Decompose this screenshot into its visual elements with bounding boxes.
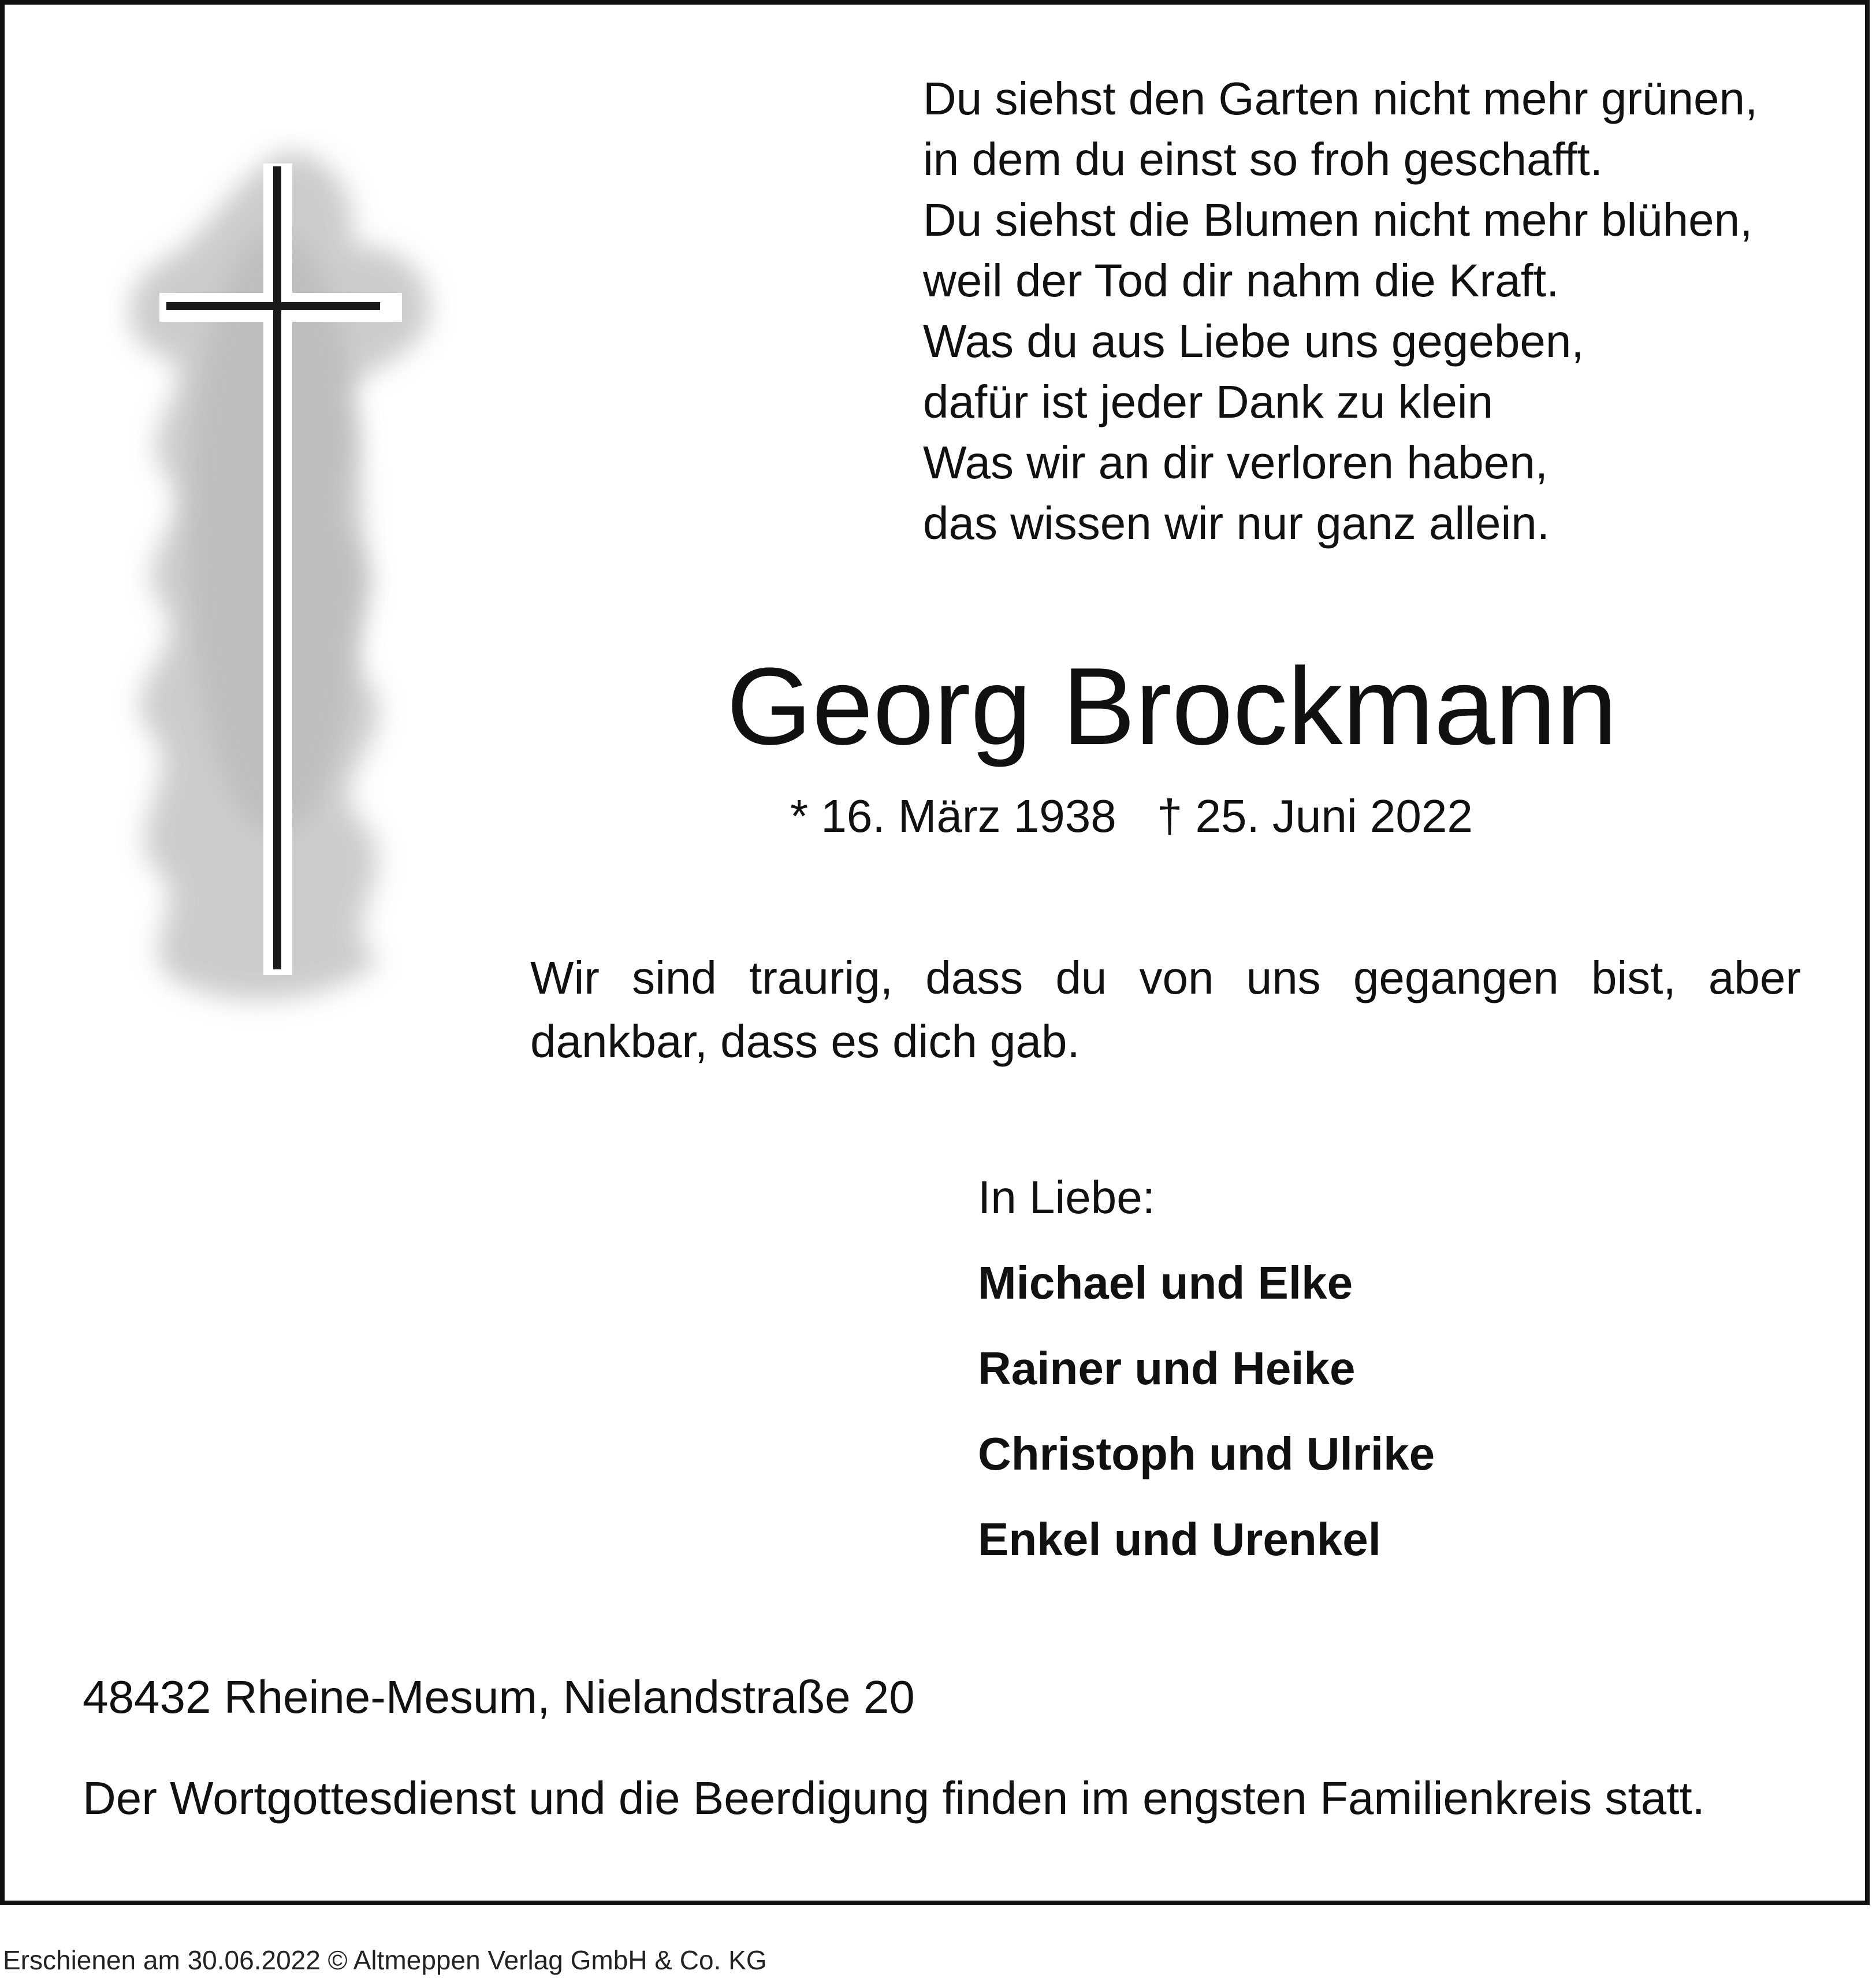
poem-line: Du siehst den Garten nicht mehr grünen, <box>923 73 1758 124</box>
funeral-note: Der Wortgottesdienst und die Beerdigung finden im engsten Familienkreis statt. <box>83 1772 1705 1824</box>
family-name: Michael und Elke <box>978 1257 1353 1308</box>
poem <box>923 68 1758 553</box>
poem-line: Was wir an dir verloren haben, <box>923 437 1548 488</box>
poem-line: das wissen wir nur ganz allein. <box>923 497 1550 549</box>
deceased-name: Georg Brockmann <box>727 645 1617 768</box>
address: 48432 Rheine-Mesum, Nielandstraße 20 <box>83 1671 915 1723</box>
signoff-intro: In Liebe: <box>978 1172 1155 1223</box>
poem-line: in dem du einst so froh geschafft. <box>923 133 1603 185</box>
publication-footer: Erschienen am 30.06.2022 © Altmeppen Verlag GmbH & Co. KG <box>3 1945 767 1975</box>
family-name: Rainer und Heike <box>978 1343 1356 1394</box>
family-name: Christoph und Ulrike <box>978 1428 1435 1479</box>
mourning-message: Wir sind traurig, dass du von uns gegangen bist, aber dankbar, dass es dich gab. <box>530 952 1801 1067</box>
death-date: † 25. Juni 2022 <box>1156 790 1473 842</box>
cross-icon <box>109 129 467 1030</box>
life-dates <box>790 787 1473 845</box>
birth-date: * 16. März 1938 <box>790 790 1116 842</box>
cross-illustration <box>109 129 467 1030</box>
poem-line: Was du aus Liebe uns gegeben, <box>923 315 1584 367</box>
poem-line: dafür ist jeder Dank zu klein <box>923 376 1494 427</box>
signoff <box>978 1169 1435 1596</box>
poem-line: weil der Tod dir nahm die Kraft. <box>923 255 1559 306</box>
poem-line: Du siehst die Blumen nicht mehr blühen, <box>923 194 1753 246</box>
family-name: Enkel und Urenkel <box>978 1514 1381 1565</box>
